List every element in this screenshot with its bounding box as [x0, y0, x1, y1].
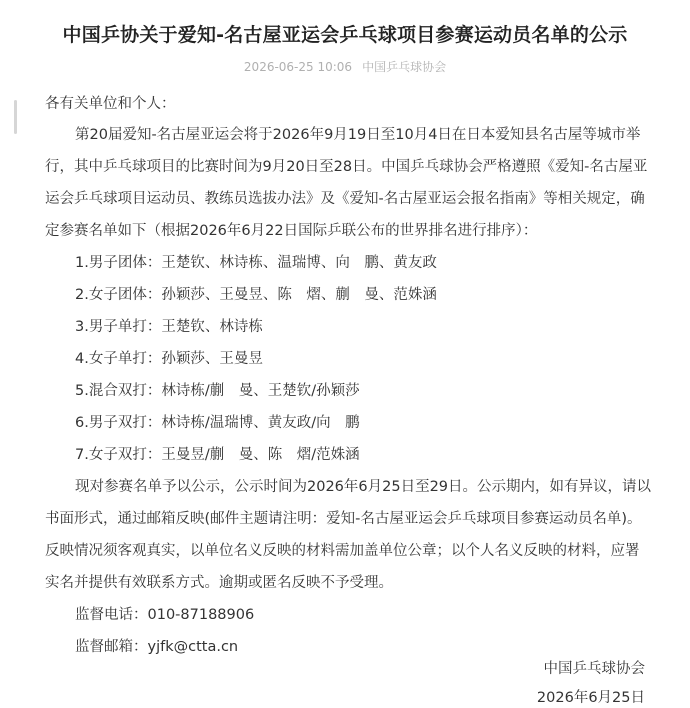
- supervision-phone: 监督电话：010-87188906: [75, 607, 255, 623]
- event-mixed-doubles: 5.混合双打：林诗栋/蒯 曼、王楚钦/孙颖莎: [75, 383, 360, 399]
- event-womens-doubles: 7.女子双打：王曼昱/蒯 曼、陈 熠/范姝涵: [75, 447, 360, 463]
- notice-line-3: 反映情况须客观真实，以单位名义反映的材料需加盖单位公章；以个人名义反映的材料，应署: [45, 543, 640, 559]
- event-mens-doubles: 6.男子双打：林诗栋/温瑞博、黄友政/向 鹏: [75, 415, 360, 431]
- notice-line-1: 现对参赛名单予以公示，公示时间为2026年6月25日至29日。公示期内，如有异议，请以: [75, 479, 652, 495]
- notice-line-4: 实名并提供有效联系方式。逾期或匿名反映不予受理。: [45, 575, 393, 591]
- intro-line-1: 第20届爱知-名古屋亚运会将于2026年9月19日至10月4日在日本爱知县名古屋等城市举: [75, 127, 641, 143]
- notice-line-2: 书面形式，通过邮箱反映(邮件主题请注明：爱知-名古屋亚运会乒乓球项目参赛运动员名单)。: [45, 511, 642, 527]
- signature-date: 2026年6月25日: [536, 690, 645, 706]
- article-meta: [0, 58, 690, 75]
- scrollbar-thumb[interactable]: [14, 100, 17, 134]
- intro-line-2: 行，其中乒乓球项目的比赛时间为9月20日至28日。中国乒乓球协会严格遵照《爱知-名古屋亚: [45, 159, 648, 175]
- supervision-email: 监督邮箱：yjfk@ctta.cn: [75, 639, 239, 655]
- event-mens-team: 1.男子团体：王楚钦、林诗栋、温瑞博、向 鹏、黄友政: [75, 255, 437, 271]
- intro-line-4: 定参赛名单如下（根据2026年6月22日国际乒联公布的世界排名进行排序）：: [45, 223, 538, 239]
- event-mens-singles: 3.男子单打：王楚钦、林诗栋: [75, 319, 263, 335]
- source-link[interactable]: 中国乒乓球协会: [362, 60, 447, 74]
- intro-line-3: 运会乒乓球项目运动员、教练员选拔办法》及《爱知-名古屋亚运会报名指南》等相关规定，确: [45, 191, 645, 207]
- signature-org: 中国乒乓球协会: [543, 661, 645, 677]
- page-title: 中国乒协关于爱知-名古屋亚运会乒乓球项目参赛运动员名单的公示: [62, 24, 628, 46]
- salutation: 各有关单位和个人：: [45, 96, 176, 112]
- publish-date: 2026-06-25 10:06: [243, 60, 353, 74]
- event-womens-team: 2.女子团体：孙颖莎、王曼昱、陈 熠、蒯 曼、范姝涵: [75, 287, 437, 303]
- event-womens-singles: 4.女子单打：孙颖莎、王曼昱: [75, 351, 263, 367]
